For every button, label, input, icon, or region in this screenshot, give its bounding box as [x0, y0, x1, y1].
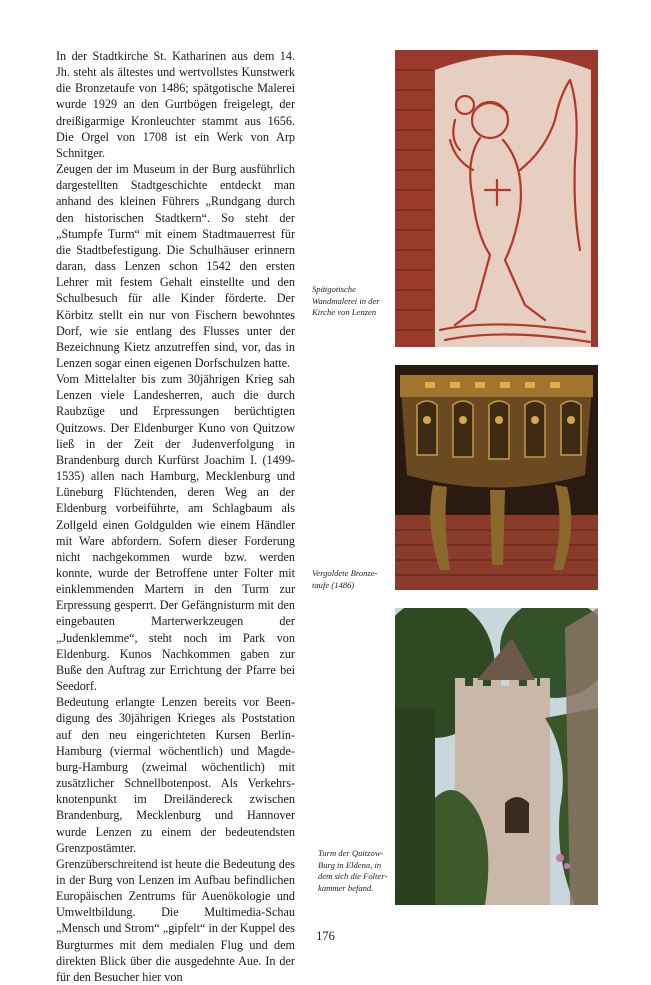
paragraph-quitzow: Vom Mittelalter bis zum 30jährigen Krieg sah Lenzen viele Landesherren, auch die durch Raubzüge und Erpressungen berüchtigten Quitzows. Der Eldenburger Kuno von Quitzow ließ in der Zeit der Judenverfolgung in Brandenburg durch Kurfürst Joachim I. (1499-1535) allen nach Hamburg, Mecklenburg und Lüneburg Flüchtenden, deren Weg an der Eldenburg vorbeiführte, am Schlagbaum als Zollgeld einen Goldgulden wie einem Händler mit Ware abfordern. Sofern dieser Forderung nicht nachgekommen wurde bzw. werden konnte, wurde der Betroffene unter Folter mit einklemmenden Martern in den Turm zur Erpressung gesperrt. Der Gefängnisturm mit den eingebauten Marterwerkzeugen der „Judenklemme“, steht noch im Park von Eldenburg. Kunos Nachkommen gaben zur Buße den Auftrag zur Errichtung der Pfarre bei Seedorf. — [56, 372, 295, 694]
paragraph-town-history: Zeugen der im Museum in der Burg ausführlich dargestellten Stadtgeschichte entdeckt man anhand des kleinen Führers „Rundgang durch den historischen Stadtkern“. So steht der „Stumpfe Turm“ mit einem Stadtmauerrest für die Stadtbefestigung. Die Schulhäuser erinnern daran, dass Lenzen schon 1542 den ersten Lehrer mit festem Gehalt einstellte und den Schulbesuch für alle Kinder förderte. Der Körbitz stellt ein nur von Fischern bewohntes Dorf, wie sie entlang des Flusses unter der Bezeichnung Kietz anzutreffen sind, vor, das in Lenzen sogar einen eigenen Dorfschulzen hatte. — [56, 162, 295, 370]
caption-wall-painting: Spätgotische Wandmalerei in der Kirche von Lenzen — [312, 284, 380, 318]
paragraph-post-station: Bedeutung erlangte Lenzen bereits vor Beendigung des 30jährigen Krieges als Poststation auf den neu eingerichteten Kursen Berlin-Hamburg (viermal wöchentlich) und Magdeburg-Hamburg (zweimal wöchentlich) mit zusätzlicher Schnellbotenpost. Als Verkehrsknotenpunkt im Dreiländereck zwischen Brandenburg, Mecklenburg und Hannover wurde Lenzen zu einem der bedeutendsten Grenzpostämter. — [56, 695, 295, 855]
caption-baptismal-font: Vergoldete Bronzetaufe (1486) — [312, 568, 378, 590]
baptismal-font-photo — [395, 365, 598, 590]
wall-painting-photo — [395, 50, 598, 347]
page-number: 176 — [316, 929, 335, 943]
tower-photo — [395, 608, 598, 905]
paragraph-church: In der Stadtkirche St. Katharinen aus dem 14. Jh. steht als ältestes und wertvollstes Kunstwerk die Bronzetaufe von 1486; spätgotische Malerei wurde 1929 an den Gurtbögen freigelegt, der dreißigarmige Kronleuchter stammt aus 1656. Die Orgel von 1708 ist ein Werk von Arp Schnitger. — [56, 49, 295, 160]
body-text-column — [56, 48, 295, 985]
paragraph-eco-center: Grenzüberschreitend ist heute die Bedeutung des in der Burg von Lenzen im Aufbau befindlichen Europäischen Zentrums für Auenökologie und Umweltbildung. Die Multimedia-Schau „Mensch und Strom“ „gipfelt“ in der Kuppel des Burgturmes mit dem medialen Flug und dem direkten Blick über die ausgedehnte Aue. In der für den Besucher hier von — [56, 856, 295, 984]
caption-tower: Turm der Quitzow-Burg in Eldena, in dem sich die Folterkammer befand. — [318, 848, 388, 893]
